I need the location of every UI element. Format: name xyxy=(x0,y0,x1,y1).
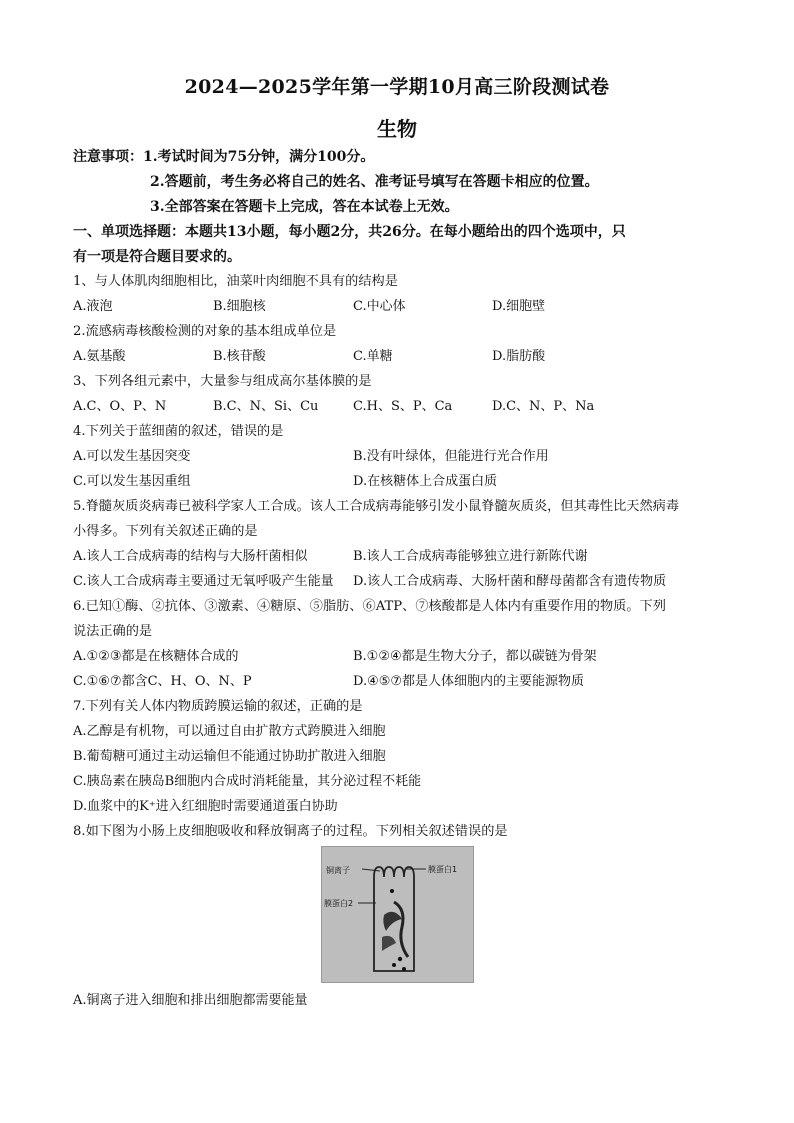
cell-diagram xyxy=(322,847,473,982)
q8-option-a: A.铜离子进入细胞和排出细胞都需要能量 xyxy=(73,993,308,1008)
q5-stem-cont: 小得多。下列有关叙述正确的是 xyxy=(73,524,258,539)
q2-stem: 2.流感病毒核酸检测的对象的基本组成单位是 xyxy=(73,324,337,339)
q7-option-a: A.乙醇是有机物，可以通过自由扩散方式跨膜进入细胞 xyxy=(73,724,386,739)
q4-stem: 4.下列关于蓝细菌的叙述，错误的是 xyxy=(73,424,284,439)
q3-option-a: A.C、O、P、N xyxy=(73,399,167,414)
label-protein1: 膜蛋白1 xyxy=(428,865,458,874)
q2-option-c: C.单糖 xyxy=(353,349,393,364)
q8-stem: 8.如下图为小肠上皮细胞吸收和释放铜离子的过程。下列相关叙述错误的是 xyxy=(73,824,508,839)
q2-option-d: D.脂肪酸 xyxy=(492,349,546,364)
section1-heading: 一、单项选择题：本题共13小题，每小题2分，共26分。在每小题给出的四个选项中，只 xyxy=(73,224,626,240)
organelle-curve xyxy=(394,902,408,957)
q7-stem: 7.下列有关人体内物质跨膜运输的叙述，正确的是 xyxy=(73,699,363,714)
q1-option-a: A.液泡 xyxy=(73,299,113,314)
q7-option-c: C.胰岛素在胰岛B细胞内合成时消耗能量，其分泌过程不耗能 xyxy=(73,774,422,789)
exam-subject: 生物 xyxy=(377,117,417,141)
q3-stem: 3、下列各组元素中，大量参与组成高尔基体膜的是 xyxy=(73,374,372,389)
copper-transport-figure xyxy=(321,846,474,983)
q3-option-d: D.C、N、P、Na xyxy=(492,399,595,414)
label-protein2: 膜蛋白2 xyxy=(324,899,354,908)
q1-option-c: C.中心体 xyxy=(353,299,406,314)
ion-dot xyxy=(398,957,402,961)
q5-option-c: C.该人工合成病毒主要通过无氧呼吸产生能量 xyxy=(73,574,334,589)
q4-option-c: C.可以发生基因重组 xyxy=(73,474,191,489)
q7-option-d: D.血浆中的K⁺进入红细胞时需要通道蛋白协助 xyxy=(73,799,338,814)
q7-option-b: B.葡萄糖可通过主动运输但不能通过协助扩散进入细胞 xyxy=(73,749,386,764)
q6-option-c: C.①⑥⑦都含C、H、O、N、P xyxy=(73,674,252,689)
q5-stem: 5.脊髓灰质炎病毒已被科学家人工合成。该人工合成病毒能够引发小鼠脊髓灰质炎，但其毒性比天然病毒 xyxy=(73,499,680,514)
section1-heading-cont: 有一项是符合题目要求的。 xyxy=(73,249,241,265)
notice-line-3: 3.全部答案在答题卡上完成，答在本试卷上无效。 xyxy=(150,199,459,215)
q5-option-a: A.该人工合成病毒的结构与大肠杆菌相似 xyxy=(73,549,308,564)
q2-option-a: A.氨基酸 xyxy=(73,349,126,364)
golgi-shape xyxy=(383,912,402,931)
q5-option-d: D.该人工合成病毒、大肠杆菌和酵母菌都含有遗传物质 xyxy=(353,574,667,589)
q1-stem: 1、与人体肌肉细胞相比，油菜叶肉细胞不具有的结构是 xyxy=(73,274,398,289)
q6-option-b: B.①②④都是生物大分子，都以碳链为骨架 xyxy=(353,649,597,664)
q1-option-b: B.细胞核 xyxy=(213,299,266,314)
q6-stem: 6.已知①酶、②抗体、③激素、④糖原、⑤脂肪、⑥ATP、⑦核酸都是人体内有重要作用的物质。下列 xyxy=(73,599,666,614)
q6-option-a: A.①②③都是在核糖体合成的 xyxy=(73,649,239,664)
q4-option-a: A.可以发生基因突变 xyxy=(73,449,191,464)
ion-dot xyxy=(402,967,406,971)
vesicle-cluster xyxy=(382,936,396,951)
q4-option-b: B.没有叶绿体，但能进行光合作用 xyxy=(353,449,549,464)
q2-option-b: B.核苷酸 xyxy=(213,349,266,364)
label-line-copper xyxy=(362,869,380,871)
q4-option-d: D.在核糖体上合成蛋白质 xyxy=(353,474,498,489)
q3-option-c: C.H、S、P、Ca xyxy=(353,399,453,414)
q3-option-b: B.C、N、Si、Cu xyxy=(213,399,319,414)
notice-line-2: 2.答题前，考生务必将自己的姓名、准考证号填写在答题卡相应的位置。 xyxy=(150,174,599,190)
q1-option-d: D.细胞壁 xyxy=(492,299,546,314)
ion-dot xyxy=(390,889,394,893)
q5-option-b: B.该人工合成病毒能够独立进行新陈代谢 xyxy=(353,549,588,564)
ion-dot xyxy=(392,963,396,967)
exam-title: 2024—2025学年第一学期10月高三阶段测试卷 xyxy=(184,76,610,98)
q6-stem-cont: 说法正确的是 xyxy=(73,624,153,639)
label-copper: 铜离子 xyxy=(326,866,350,875)
notice-line-1: 注意事项：1.考试时间为75分钟，满分100分。 xyxy=(73,149,375,165)
q6-option-d: D.④⑤⑦都是人体细胞内的主要能源物质 xyxy=(353,674,585,689)
